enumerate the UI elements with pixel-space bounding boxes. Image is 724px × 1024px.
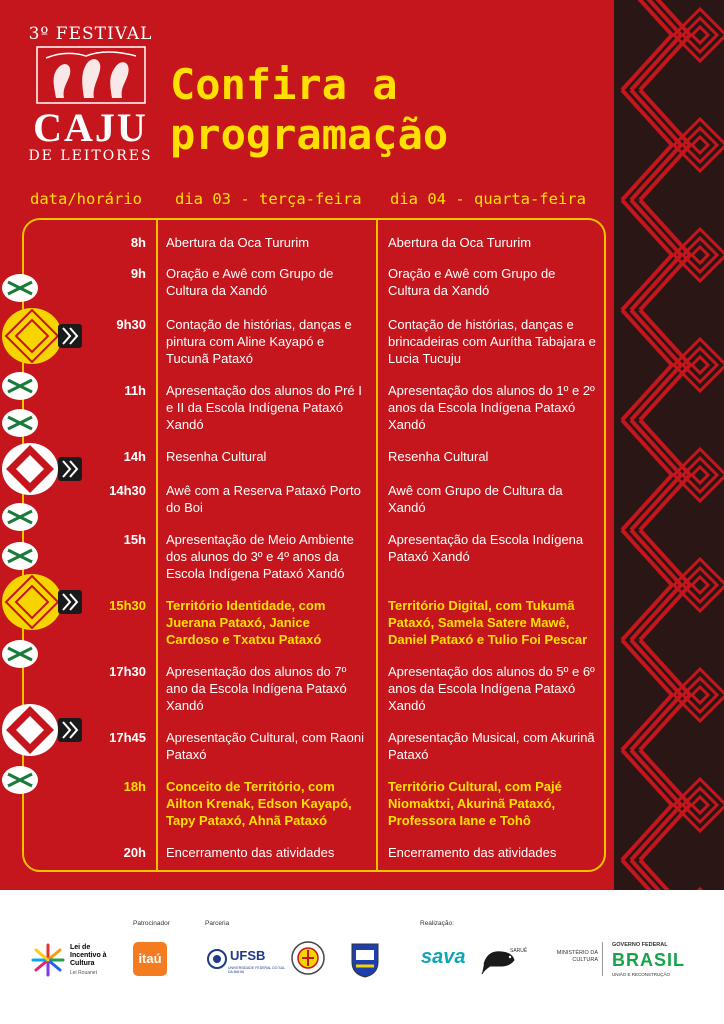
row-day2-activity: Oração e Awê com Grupo de Cultura da Xandó (388, 266, 556, 298)
row-time: 9h (130, 266, 146, 281)
ufsb-icon (206, 948, 228, 970)
row-day2-activity: Awê com Grupo de Cultura da Xandó (388, 483, 563, 515)
row-day1-activity: Abertura da Oca Tururim (166, 235, 310, 250)
logo-festival-text: 3º FESTIVAL (28, 24, 153, 44)
column-divider (156, 220, 158, 870)
footer-divider (602, 942, 603, 976)
ministerio-text: MINISTÉRIO DA CULTURA (556, 950, 598, 963)
governo-federal-text: GOVERNO FEDERAL (612, 942, 668, 948)
row-day1-activity: Encerramento das atividades (166, 845, 335, 860)
sarue-label: SARUÊ (510, 948, 528, 954)
schedule-table (22, 218, 606, 872)
row-day1-activity: Apresentação dos alunos do 7º ano da Escola Indígena Pataxó Xandó (166, 664, 347, 713)
row-day2-activity: Encerramento das atividades (388, 845, 557, 860)
logo-caju-text: CAJU (33, 105, 148, 150)
row-day1-activity: Contação de histórias, danças e pintura com Aline Kayapó e Tucunã Pataxó (166, 317, 352, 366)
row-day1-activity: Apresentação Cultural, com Raoni Pataxó (166, 730, 364, 762)
row-time: 18h (123, 779, 146, 794)
headline-line1: Confira a (170, 60, 398, 109)
lei-incentivo-icon (30, 942, 66, 978)
row-day2-activity: Apresentação Musical, com Akurinã Pataxó (388, 730, 595, 762)
row-day1-activity: Conceito de Território, com Ailton Krenak, Edson Kayapó, Tapy Pataxó, Ahnã Pataxó (166, 779, 352, 828)
border-pattern (614, 0, 724, 890)
row-time: 9h30 (116, 317, 146, 332)
chevron-right-icon (58, 324, 82, 348)
lei-incentivo-text: Lei de Incentivo à Cultura (70, 944, 107, 967)
school-seal-icon (290, 940, 326, 976)
row-day2-activity: Apresentação da Escola Indígena Pataxó Xandó (388, 532, 584, 564)
sava-logo: sava (421, 946, 466, 968)
row-day1-activity: Território Identidade, com Juerana Pataxó, Janice Cardoso e Txatxu Pataxó (166, 598, 326, 647)
chevron-right-icon (58, 590, 82, 614)
row-day1-activity: Resenha Cultural (166, 449, 267, 464)
ufsb-sub: UNIVERSIDADE FEDERAL DO SUL DA BAHIA (228, 966, 286, 974)
chevron-right-icon (58, 718, 82, 742)
headline-line2: programação (170, 110, 449, 159)
festival-logo (28, 20, 153, 175)
decorative-ornament (0, 680, 90, 800)
column-header-day2: dia 04 - quarta-feira (390, 190, 586, 208)
column-header-day1: dia 03 - terça-feira (175, 190, 362, 208)
row-time: 11h (124, 383, 146, 398)
brasil-logo: BRASIL (612, 950, 685, 970)
city-coat-of-arms-icon (348, 940, 382, 978)
row-time: 17h30 (109, 664, 146, 679)
column-divider (376, 220, 378, 870)
footer-sponsors (0, 890, 724, 1024)
logo-leitores-text: DE LEITORES (28, 148, 153, 164)
column-header-time: data/horário (30, 190, 142, 208)
decorative-ornament (0, 405, 90, 545)
realizacao-label: Realização: (420, 920, 454, 927)
lei-incentivo-sub: Lei Rouanet (70, 970, 97, 976)
row-day2-activity: Território Cultural, com Pajé Niomaktxi, Akurinã Pataxó, Professora Iane e Tohô (388, 779, 562, 828)
row-time: 15h30 (109, 598, 146, 613)
row-time: 14h30 (109, 483, 146, 498)
headline (170, 60, 590, 160)
chevron-right-icon (58, 457, 82, 481)
patrocinador-label: Patrocinador (133, 920, 170, 927)
row-day2-activity: Território Digital, com Tukumã Pataxó, Samela Satere Mawê, Daniel Pataxó e Tulio Foi Pescar (388, 598, 588, 647)
row-day2-activity: Contação de histórias, danças e brincadeiras com Aurítha Tabajara e Lucia Tucuju (388, 317, 596, 366)
decorative-ornament (0, 268, 90, 428)
decorative-ornament (0, 538, 90, 688)
row-time: 17h45 (109, 730, 146, 745)
row-time: 20h (123, 845, 146, 860)
row-day1-activity: Awê com a Reserva Pataxó Porto do Boi (166, 483, 361, 515)
row-day2-activity: Apresentação dos alunos do 1º e 2º anos da Escola Indígena Pataxó Xandó (388, 383, 595, 432)
row-day1-activity: Apresentação de Meio Ambiente dos alunos do 3º e 4º anos da Escola Indígena Pataxó Xandó (166, 532, 354, 581)
row-time: 15h (123, 532, 146, 547)
row-day2-activity: Resenha Cultural (388, 449, 489, 464)
row-time: 8h (130, 235, 146, 250)
row-time: 14h (123, 449, 146, 464)
brasil-sub: UNIÃO E RECONSTRUÇÃO (612, 972, 671, 977)
row-day2-activity: Apresentação dos alunos do 5º e 6º anos da Escola Indígena Pataxó Xandó (388, 664, 595, 713)
cashew-illustration (36, 46, 146, 104)
row-day2-activity: Abertura da Oca Tururim (388, 235, 532, 250)
parceria-label: Parceria (205, 920, 230, 927)
row-day1-activity: Apresentação dos alunos do Pré I e II da Escola Indígena Pataxó Xandó (166, 383, 362, 432)
itau-logo: itaú (133, 942, 167, 976)
ufsb-logo: UFSB (230, 948, 266, 963)
row-day1-activity: Oração e Awê com Grupo de Cultura da Xandó (166, 266, 334, 298)
